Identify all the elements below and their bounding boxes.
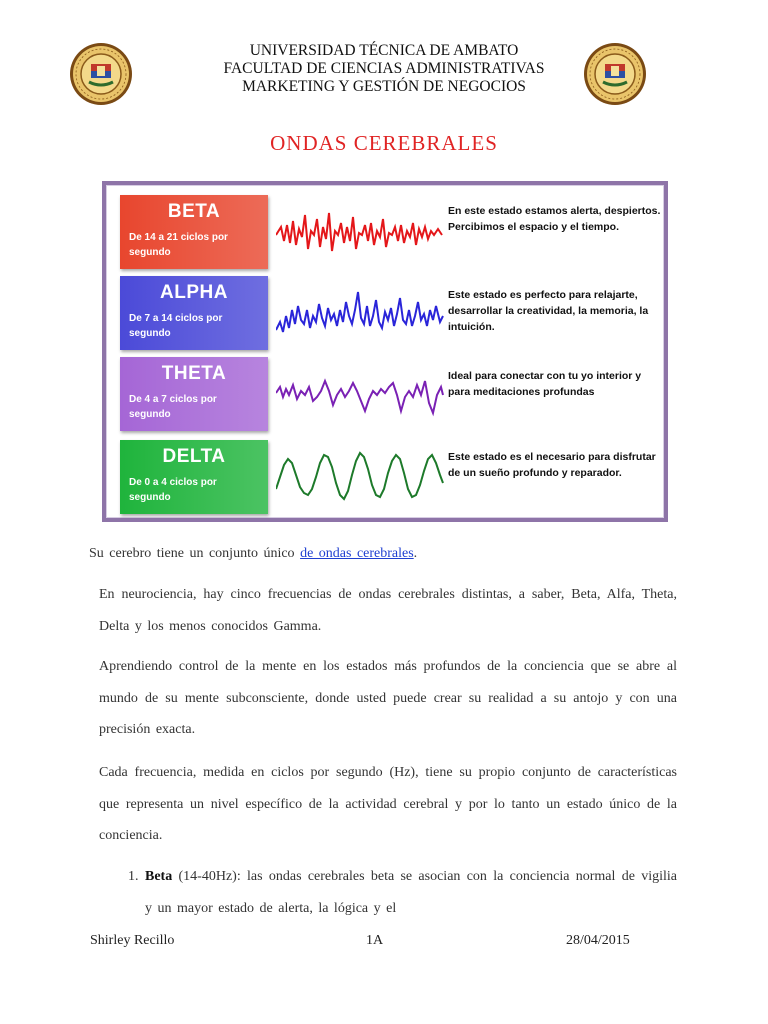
paragraph-3: Aprendiendo control de la mente en los estados más profundos de la conciencia que se abre al mundo de su mente subconsciente, donde usted puede crear su realidad a su antojo y con una precisión exacta. xyxy=(99,659,677,737)
wave-name: DELTA xyxy=(162,446,226,467)
wave-box-theta xyxy=(120,357,268,431)
wave-frequency: De 4 a 7 ciclos por segundo xyxy=(129,394,217,420)
list-number: 1. xyxy=(128,869,139,884)
wave-frequency: De 7 a 14 ciclos por segundo xyxy=(129,313,223,339)
wave-box-alpha xyxy=(120,276,268,350)
paragraph-1-end: . xyxy=(413,546,418,561)
wave-description-theta: Ideal para conectar con tu yo interior y para meditaciones profundas xyxy=(448,370,642,398)
wave-name: THETA xyxy=(161,363,227,384)
theta-wave-trace xyxy=(276,361,444,431)
alpha-wave-trace xyxy=(276,280,444,350)
wave-name: BETA xyxy=(167,201,221,222)
header-faculty: FACULTAD DE CIENCIAS ADMINISTRATIVAS xyxy=(223,60,545,77)
wave-description-alpha: Este estado es perfecto para relajarte, desarrollar la creatividad, la memoria, la intuición. xyxy=(448,289,649,333)
list-item-text: (14-40Hz): las ondas cerebrales beta se asocian con la conciencia normal de vigilia y un mayor estado de alerta, la lógica y el xyxy=(145,869,677,916)
footer-date: 28/04/2015 xyxy=(566,933,630,948)
paragraph-4: Cada frecuencia, medida en ciclos por segundo (Hz), tiene su propio conjunto de características que representa un nivel específico de la actividad cerebral y por lo tanto un estado único de la conciencia. xyxy=(99,765,677,843)
university-seal-left xyxy=(69,42,133,106)
beta-wave-trace xyxy=(276,197,444,267)
paragraph-1-text: Su cerebro tiene un conjunto único xyxy=(89,546,301,561)
paragraph-2: En neurociencia, hay cinco frecuencias de ondas cerebrales distintas, a saber, Beta, Alfa, Theta, Delta y los menos conocidos Gamma. xyxy=(99,587,677,634)
footer-author: Shirley Recillo xyxy=(90,933,175,948)
wave-name: ALPHA xyxy=(160,282,228,303)
wave-box-delta xyxy=(120,440,268,514)
brainwaves-link[interactable]: de ondas cerebrales xyxy=(300,546,414,561)
footer-section: 1A xyxy=(366,933,384,948)
delta-wave-trace xyxy=(276,443,444,513)
document-header xyxy=(160,42,608,96)
document-title: ONDAS CEREBRALES xyxy=(270,131,498,155)
wave-box-beta xyxy=(120,195,268,269)
wave-frequency: De 14 a 21 ciclos por segundo xyxy=(129,232,228,258)
list-item-beta xyxy=(145,861,677,924)
header-program: MARKETING Y GESTIÓN DE NEGOCIOS xyxy=(242,78,526,95)
brainwaves-figure xyxy=(102,181,668,522)
paragraph-1 xyxy=(89,538,667,570)
wave-frequency: De 0 a 4 ciclos por segundo xyxy=(129,477,217,503)
wave-description-beta: En este estado estamos alerta, despiertos. Percibimos el espacio y el tiempo. xyxy=(448,205,661,233)
wave-description-delta: Este estado es el necesario para disfrutar de un sueño profundo y reparador. xyxy=(448,451,656,479)
list-item-term: Beta xyxy=(145,869,173,884)
header-university: UNIVERSIDAD TÉCNICA DE AMBATO xyxy=(249,42,519,59)
